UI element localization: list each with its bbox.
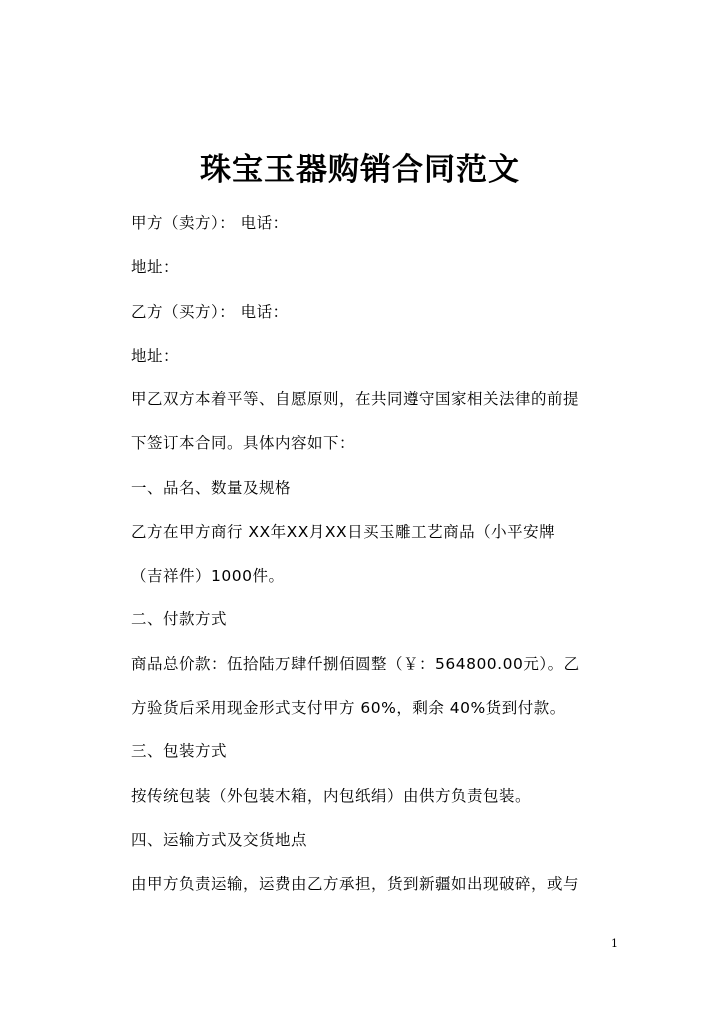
section-heading: 二、付款方式: [131, 610, 228, 628]
party-b-line: 乙方（买方）： 电话：: [131, 303, 289, 321]
paragraph-line: 方验货后采用现金形式支付甲方 60%，剩余 40%货到付款。: [131, 699, 566, 717]
party-a-address-line: 地址：: [131, 258, 180, 276]
intro-paragraph-line: 下签订本合同。具体内容如下：: [131, 434, 356, 452]
intro-paragraph-line: 甲乙双方本着平等、自愿原则，在共同遵守国家相关法律的前提: [131, 390, 580, 408]
paragraph-line: （吉祥件）1000件。: [131, 567, 285, 585]
document-title: 珠宝玉器购销合同范文: [200, 152, 520, 188]
party-b-address-line: 地址：: [131, 347, 180, 365]
paragraph-line: 商品总价款：伍拾陆万肆仟捌佰圆整（￥：564800.00元）。乙: [131, 655, 580, 673]
paragraph-line: 由甲方负责运输，运费由乙方承担，货到新疆如出现破碎，或与: [131, 875, 580, 893]
section-heading: 四、运输方式及交货地点: [131, 831, 308, 849]
paragraph-line: 按传统包装（外包装木箱，内包纸绢）由供方负责包装。: [131, 787, 532, 805]
paragraph-line: 乙方在甲方商行 XX年XX月XX日买玉雕工艺商品（小平安牌: [131, 523, 556, 541]
page-number: 1: [611, 937, 618, 950]
party-a-line: 甲方（卖方）： 电话：: [131, 214, 289, 232]
section-heading: 一、品名、数量及规格: [131, 479, 292, 497]
section-heading: 三、包装方式: [131, 742, 228, 760]
